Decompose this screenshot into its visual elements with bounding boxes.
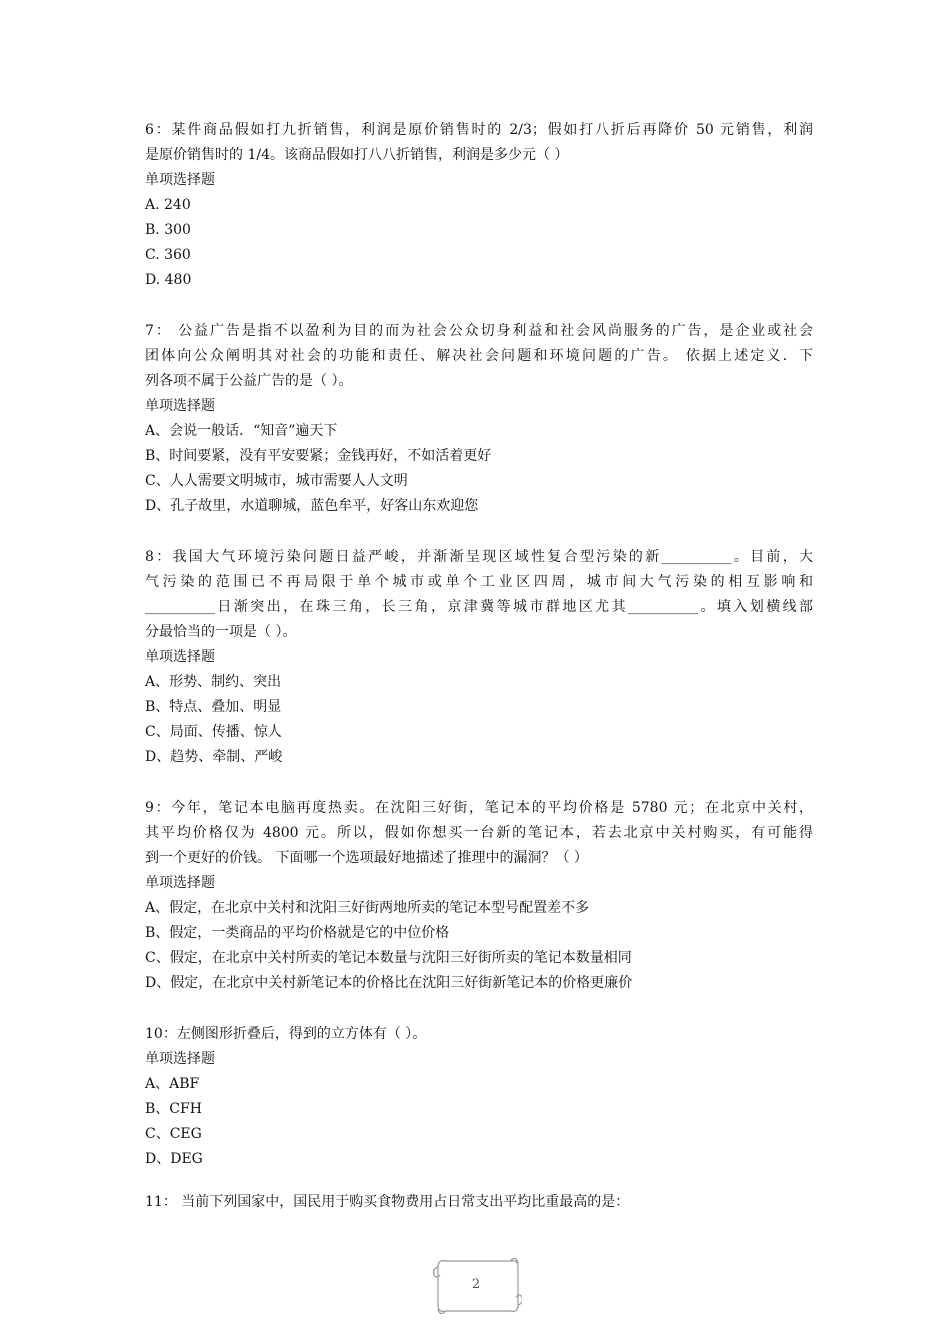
answer-option: C. 360 <box>145 247 191 263</box>
stem-line: 团体向公众阐明其对社会的功能和责任、解决社会问题和环境问题的广告。 依据上述定义．下 <box>145 348 813 364</box>
question-block <box>145 545 813 770</box>
stem-line: 列各项不属于公益广告的是（ ）。 <box>145 373 353 389</box>
question-list <box>145 118 813 1198</box>
answer-option: D. 480 <box>145 272 192 288</box>
answer-option: A. 240 <box>145 197 191 213</box>
answer-option: B、假定，一类商品的平均价格就是它的中位价格 <box>145 925 450 941</box>
answer-option: A、会说一般话．“知音”遍天下 <box>145 423 338 439</box>
stem-line: 6：某件商品假如打九折销售，利润是原价销售时的 2/3；假如打八折后再降价 50 元销售，利润 <box>145 122 813 138</box>
question-block <box>145 796 813 996</box>
answer-option: B、特点、叠加、明显 <box>145 699 282 715</box>
answer-option: C、CEG <box>145 1126 202 1142</box>
stem-line: 其平均价格仅为 4800 元。所以，假如你想买一台新的笔记本，若去北京中关村购买，有可能得 <box>145 825 813 841</box>
question-block <box>145 1022 813 1172</box>
answer-option: D、趋势、牵制、严峻 <box>145 749 283 765</box>
question-stem <box>145 118 813 168</box>
question-type-label: 单项选择题 <box>145 398 215 414</box>
stem-line: 是原价销售时的 1/4。该商品假如打八八折销售，利润是多少元（ ） <box>145 147 569 163</box>
answer-option: B、时间要紧，没有平安要紧；金钱再好，不如活着更好 <box>145 448 492 464</box>
page-number: 2 <box>471 1277 481 1292</box>
question-type-label: 单项选择题 <box>145 1051 215 1067</box>
question-stem <box>145 796 813 871</box>
stem-line: __________日渐突出，在珠三角，长三角，京津冀等城市群地区尤其__________。填入划横线部 <box>145 599 813 615</box>
question-type-label: 单项选择题 <box>145 649 215 665</box>
question-block <box>145 118 813 293</box>
answer-option: B、CFH <box>145 1101 202 1117</box>
stem-line: 8：我国大气环境污染问题日益严峻，并渐渐呈现区域性复合型污染的新__________。目前，大 <box>145 549 813 565</box>
question-11-stem: 11： 当前下列国家中，国民用于购买食物费用占日常支出平均比重最高的是： <box>145 1194 630 1210</box>
stem-line: 7： 公益广告是指不以盈利为目的而为社会公众切身利益和社会风尚服务的广告，是企业或社会 <box>145 323 813 339</box>
question-block <box>145 319 813 519</box>
answer-option: C、假定，在北京中关村所卖的笔记本数量与沈阳三好街所卖的笔记本数量相同 <box>145 950 632 966</box>
stem-line: 到一个更好的价钱。 下面哪一个选项最好地描述了推理中的漏洞？（ ） <box>145 850 588 866</box>
answer-option: D、假定，在北京中关村新笔记本的价格比在沈阳三好街新笔记本的价格更廉价 <box>145 975 633 991</box>
page-footer <box>430 1255 522 1325</box>
answer-option: C、局面、传播、惊人 <box>145 724 282 740</box>
answer-option: B. 300 <box>145 222 191 238</box>
answer-option: A、形势、制约、突出 <box>145 674 282 690</box>
answer-option: C、人人需要文明城市，城市需要人人文明 <box>145 473 408 489</box>
stem-line: 分最恰当的一项是（ ）。 <box>145 624 297 640</box>
stem-line: 气污染的范围已不再局限于单个城市或单个工业区四周，城市间大气污染的相互影响和 <box>145 574 813 590</box>
answer-option: D、孔子故里，水道聊城，蓝色牟平，好客山东欢迎您 <box>145 498 479 514</box>
stem-line: 10：左侧图形折叠后，得到的立方体有（ ）。 <box>145 1026 427 1042</box>
question-type-label: 单项选择题 <box>145 172 215 188</box>
stem-line: 9：今年，笔记本电脑再度热卖。在沈阳三好街，笔记本的平均价格是 5780 元；在北京中关村， <box>145 800 813 816</box>
question-stem <box>145 545 813 645</box>
question-stem <box>145 319 813 394</box>
question-stem <box>145 1022 813 1047</box>
answer-option: A、假定，在北京中关村和沈阳三好街两地所卖的笔记本型号配置差不多 <box>145 900 590 916</box>
answer-option: A、ABF <box>145 1076 200 1092</box>
answer-option: D、DEG <box>145 1151 203 1167</box>
question-type-label: 单项选择题 <box>145 875 215 891</box>
